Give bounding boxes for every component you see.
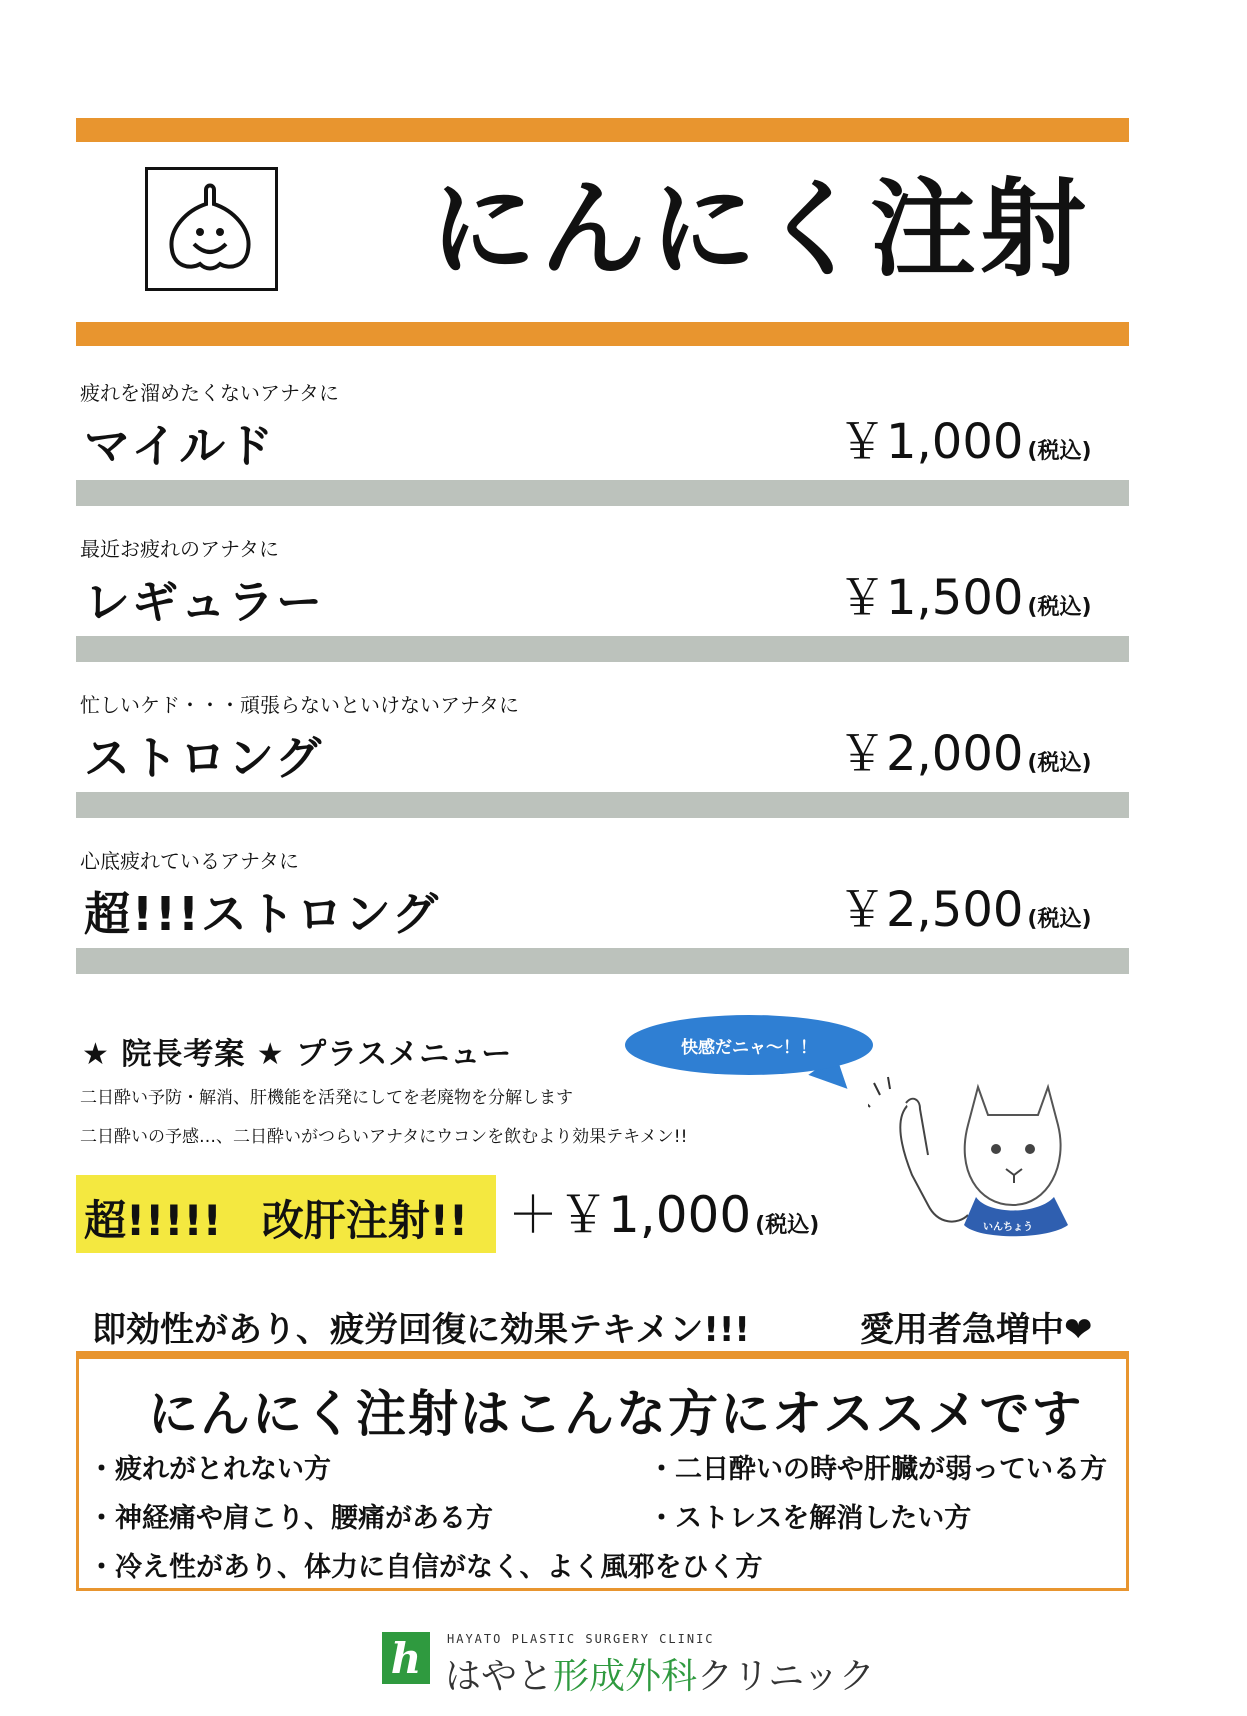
cat-mascot [868, 1075, 1108, 1245]
item-tagline: 心底疲れているアナタに [80, 849, 299, 873]
header-top-bar [76, 118, 1129, 142]
recommend-title: にんにく注射はこんな方にオススメです [148, 1385, 1084, 1443]
item-price: ￥2,000 (税込) [838, 726, 1092, 782]
item-price: ￥1,500 (税込) [838, 570, 1092, 626]
cat-label: いんちょう [983, 1222, 1033, 1233]
divider-bar [76, 636, 1129, 662]
item-name: 超!!!ストロング [84, 887, 441, 941]
recommend-item: ・二日酔いの時や肝臓が弱っている方 [648, 1454, 1107, 1485]
garlic-logo-box [145, 167, 278, 291]
plus-menu-description: 二日酔いの予感…、二日酔いがつらいアナタにウコンを飲むより効果テキメン!! [80, 1127, 688, 1147]
item-tagline: 最近お疲れのアナタに [80, 537, 279, 561]
item-name: ストロング [84, 731, 324, 785]
speech-bubble: 快感だニャ～！！ [625, 1015, 873, 1075]
recommend-item: ・ストレスを解消したい方 [648, 1503, 972, 1534]
popularity-note: 愛用者急増中❤ [860, 1310, 1093, 1350]
clinic-name-jp: はやと形成外科クリニック [445, 1656, 875, 1697]
item-price: ￥2,500 (税込) [838, 882, 1092, 938]
page-title: にんにく注射 [430, 168, 1090, 291]
item-price: ￥1,000 (税込) [838, 414, 1092, 470]
item-name: マイルド [84, 419, 276, 473]
divider-bar [76, 480, 1129, 506]
highlight-text: 超!!!!! 改肝注射!! [84, 1196, 469, 1245]
item-name: レギュラー [84, 575, 324, 629]
recommend-item: ・冷え性があり、体力に自信がなく、よく風邪をひく方 [88, 1552, 763, 1583]
plus-menu-price: ＋￥1,000 (税込) [508, 1186, 820, 1244]
item-tagline: 疲れを溜めたくないアナタに [80, 381, 339, 405]
garlic-icon [148, 170, 275, 288]
plus-menu-description: 二日酔い予防・解消、肝機能を活発にしてを老廃物を分解します [80, 1088, 573, 1108]
item-tagline: 忙しいケド・・・頑張らないといけないアナタに [80, 693, 519, 717]
clinic-logo: h [382, 1632, 430, 1684]
plus-menu-heading: ★ 院長考案 ★ プラスメニュー [82, 1037, 513, 1072]
recommend-item: ・疲れがとれない方 [88, 1454, 331, 1485]
divider-bar [76, 948, 1129, 974]
effect-note: 即効性があり、疲労回復に効果テキメン!!! [92, 1310, 750, 1350]
recommend-item: ・神経痛や肩こり、腰痛がある方 [88, 1503, 493, 1534]
clinic-name-en: HAYATO PLASTIC SURGERY CLINIC [447, 1632, 715, 1646]
divider-bar [76, 792, 1129, 818]
header-bottom-bar [76, 322, 1129, 346]
